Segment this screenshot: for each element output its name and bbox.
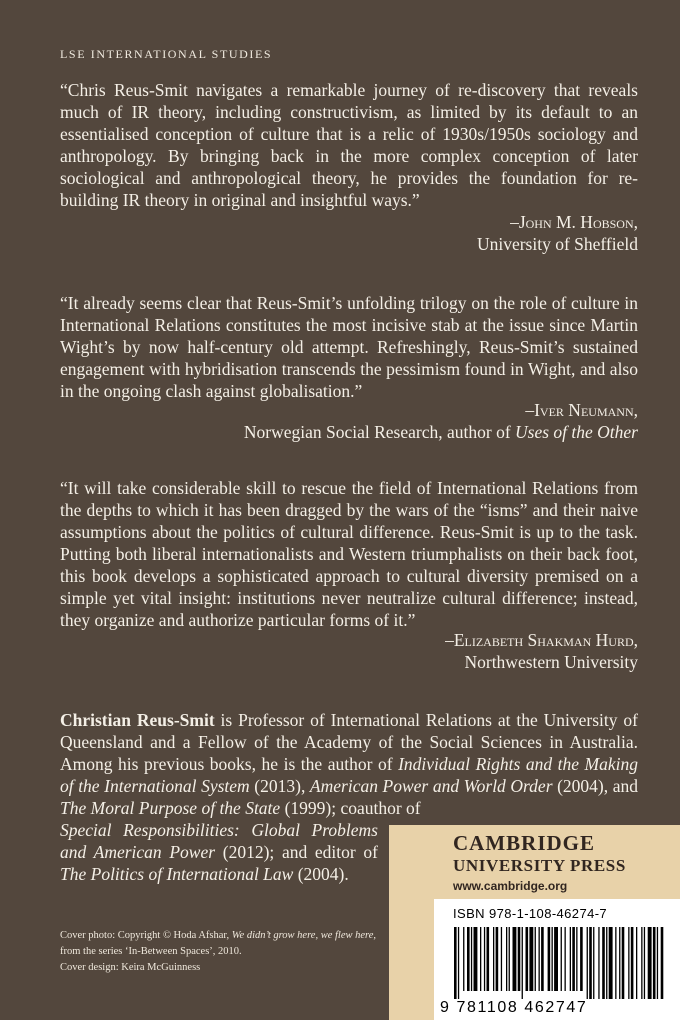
blurb-quote-3: “It will take considerable skill to rescue the field of International Relations from the depths to which it has been dragged by the wars of the “isms” and their naive assumptions about the politics of cultural difference. Reus-Smit is up to the task. Putting both liberal internationalists and Western triumphalists on their back foot, this book develops a sophisticated approach to cultural diversity premised on a simple yet vital insight: institutions never neutralize cultural difference; instead, they organize and authorize particular forms of it.”: [60, 478, 638, 630]
blurb-author-1: [78, 211, 638, 255]
barcode-bar: [619, 927, 620, 999]
barcode-bar: [648, 927, 652, 999]
blurb-quote-1: “Chris Reus-Smit navigates a remarkable journey of re-discovery that reveals much of IR theory, including constructivism, as limited by its default to an essentialised conception of culture that is a relic of 1930s/1950s sociology and anthropology. By bringing back in the more complex conception of later sociological and anthropological theory, he provides the foundation for re-building IR theory in original and insightful ways.”: [60, 80, 638, 210]
barcode-bar: [593, 927, 594, 999]
author-affiliation: Northwestern University: [464, 652, 638, 672]
barcode-bar: [615, 927, 616, 999]
barcode-bar: [589, 927, 592, 999]
barcode-bar: [541, 927, 544, 991]
barcode-bar: [644, 927, 645, 999]
barcode-bar: [467, 927, 470, 991]
barcode-bar: [480, 927, 481, 991]
blurb-quote-2: “It already seems clear that Reus-Smit’s unfolding trilogy on the role of culture in International Relations constitutes the most incisive stab at the issue since Martin Wight’s by now half-century old attempt. Refreshingly, Reus-Smit’s sustained engagement with hybridisation transcends the pessimism found in Wight, and also in the ongoing clash against globalisation.”: [60, 293, 638, 401]
author-bio: Christian Reus-Smit is Professor of International Relations at the University of Queensland and a Fellow of the Academy of the Social Sciences in Australia. Among his previous books, he is the author of Individual Rights and the Making of the International System (2013), American Power and World Order (2004), and The Moral Purpose of the State (1999); coauthor of Special Responsibilities: Global Problems and American Power (2012); and editor of The Politics of International Law (2004).: [60, 710, 638, 884]
barcode-bar: [474, 927, 478, 991]
series-name: LSE INTERNATIONAL STUDIES: [60, 47, 273, 61]
barcode-bar: [526, 927, 529, 991]
barcode-bar: [609, 927, 613, 999]
barcode-bar: [522, 927, 523, 999]
barcode-bar: [587, 927, 588, 999]
barcode-bar: [661, 927, 664, 999]
barcode-bar: [484, 927, 485, 991]
barcode-bar: [572, 927, 575, 991]
publisher-url: www.cambridge.org: [453, 879, 568, 893]
barcode-bar: [561, 927, 562, 991]
barcode-bar: [471, 927, 472, 991]
author-affiliation: Norwegian Social Research, author of Uses of the Other: [243, 422, 638, 442]
author-name: –John M. Hobson,: [510, 212, 638, 232]
barcode-bar: [506, 927, 507, 991]
cover-design-credit: Cover design: Keira McGuinness: [60, 962, 201, 973]
barcode-bar: [487, 927, 490, 991]
publisher-name: CAMBRIDGE: [453, 831, 596, 855]
author-name: –Iver Neumann,: [525, 400, 638, 420]
barcode-bar: [509, 927, 510, 991]
affiliation-book-title: Uses of the Other: [515, 422, 638, 442]
book-title: The Politics of International Law: [60, 864, 294, 884]
barcode-bar: [493, 927, 494, 991]
cover-photo-credit: Cover photo: Copyright © Hoda Afshar, We didn’t grow here, we flew here, from the series ‘In-Between Spaces’, 2010.: [60, 930, 377, 957]
barcode-bar: [518, 927, 521, 991]
barcode-bar: [606, 927, 607, 999]
bio-author-name: Christian Reus-Smit: [60, 710, 215, 730]
barcode-bar: [628, 927, 629, 999]
barcode-bar: [576, 927, 577, 991]
book-title: American Power and World Order: [309, 776, 553, 796]
barcode-bar: [501, 927, 502, 991]
barcode-bar: [539, 927, 540, 991]
barcode-bar: [463, 927, 464, 991]
publisher-subtitle: UNIVERSITY PRESS: [453, 856, 626, 875]
book-title: Special Responsibilities: Global Problems and American Power: [60, 820, 378, 862]
author-name: –Elizabeth Shakman Hurd,: [445, 630, 638, 650]
barcode-bar: [622, 927, 625, 999]
barcode-bar: [570, 927, 571, 991]
barcode-bar: [554, 927, 558, 991]
barcode-bar: [513, 927, 517, 991]
barcode-icon: [448, 927, 668, 999]
isbn-text: ISBN 978-1-108-46274-7: [453, 906, 608, 921]
barcode-bar: [636, 927, 637, 999]
barcode-bar: [631, 927, 634, 999]
barcode-bar: [454, 927, 457, 999]
blurb-author-3: [78, 629, 638, 673]
blurb-author-2: [78, 399, 638, 443]
author-affiliation: University of Sheffield: [476, 234, 638, 254]
barcode-bar: [580, 927, 583, 991]
barcode-bar: [529, 927, 533, 991]
barcode-bar: [496, 927, 499, 991]
barcode-bar: [552, 927, 553, 991]
book-title: Individual Rights and the Making of the International System: [60, 754, 638, 796]
barcode-bar: [458, 927, 459, 999]
barcode-bar: [602, 927, 605, 999]
barcode-bar: [653, 927, 656, 999]
barcode-bar: [535, 927, 536, 991]
barcode-bar: [548, 927, 551, 991]
cover-credits: [60, 928, 390, 976]
publisher-panel: [389, 825, 680, 1020]
barcode-bar: [641, 927, 642, 999]
book-title: The Moral Purpose of the State: [60, 798, 281, 818]
ean-digits: 9 781108 462747: [440, 999, 588, 1016]
barcode-box: [434, 899, 680, 1020]
barcode-bar: [657, 927, 658, 999]
barcode-bar: [598, 927, 599, 999]
barcode-bar: [565, 927, 566, 991]
